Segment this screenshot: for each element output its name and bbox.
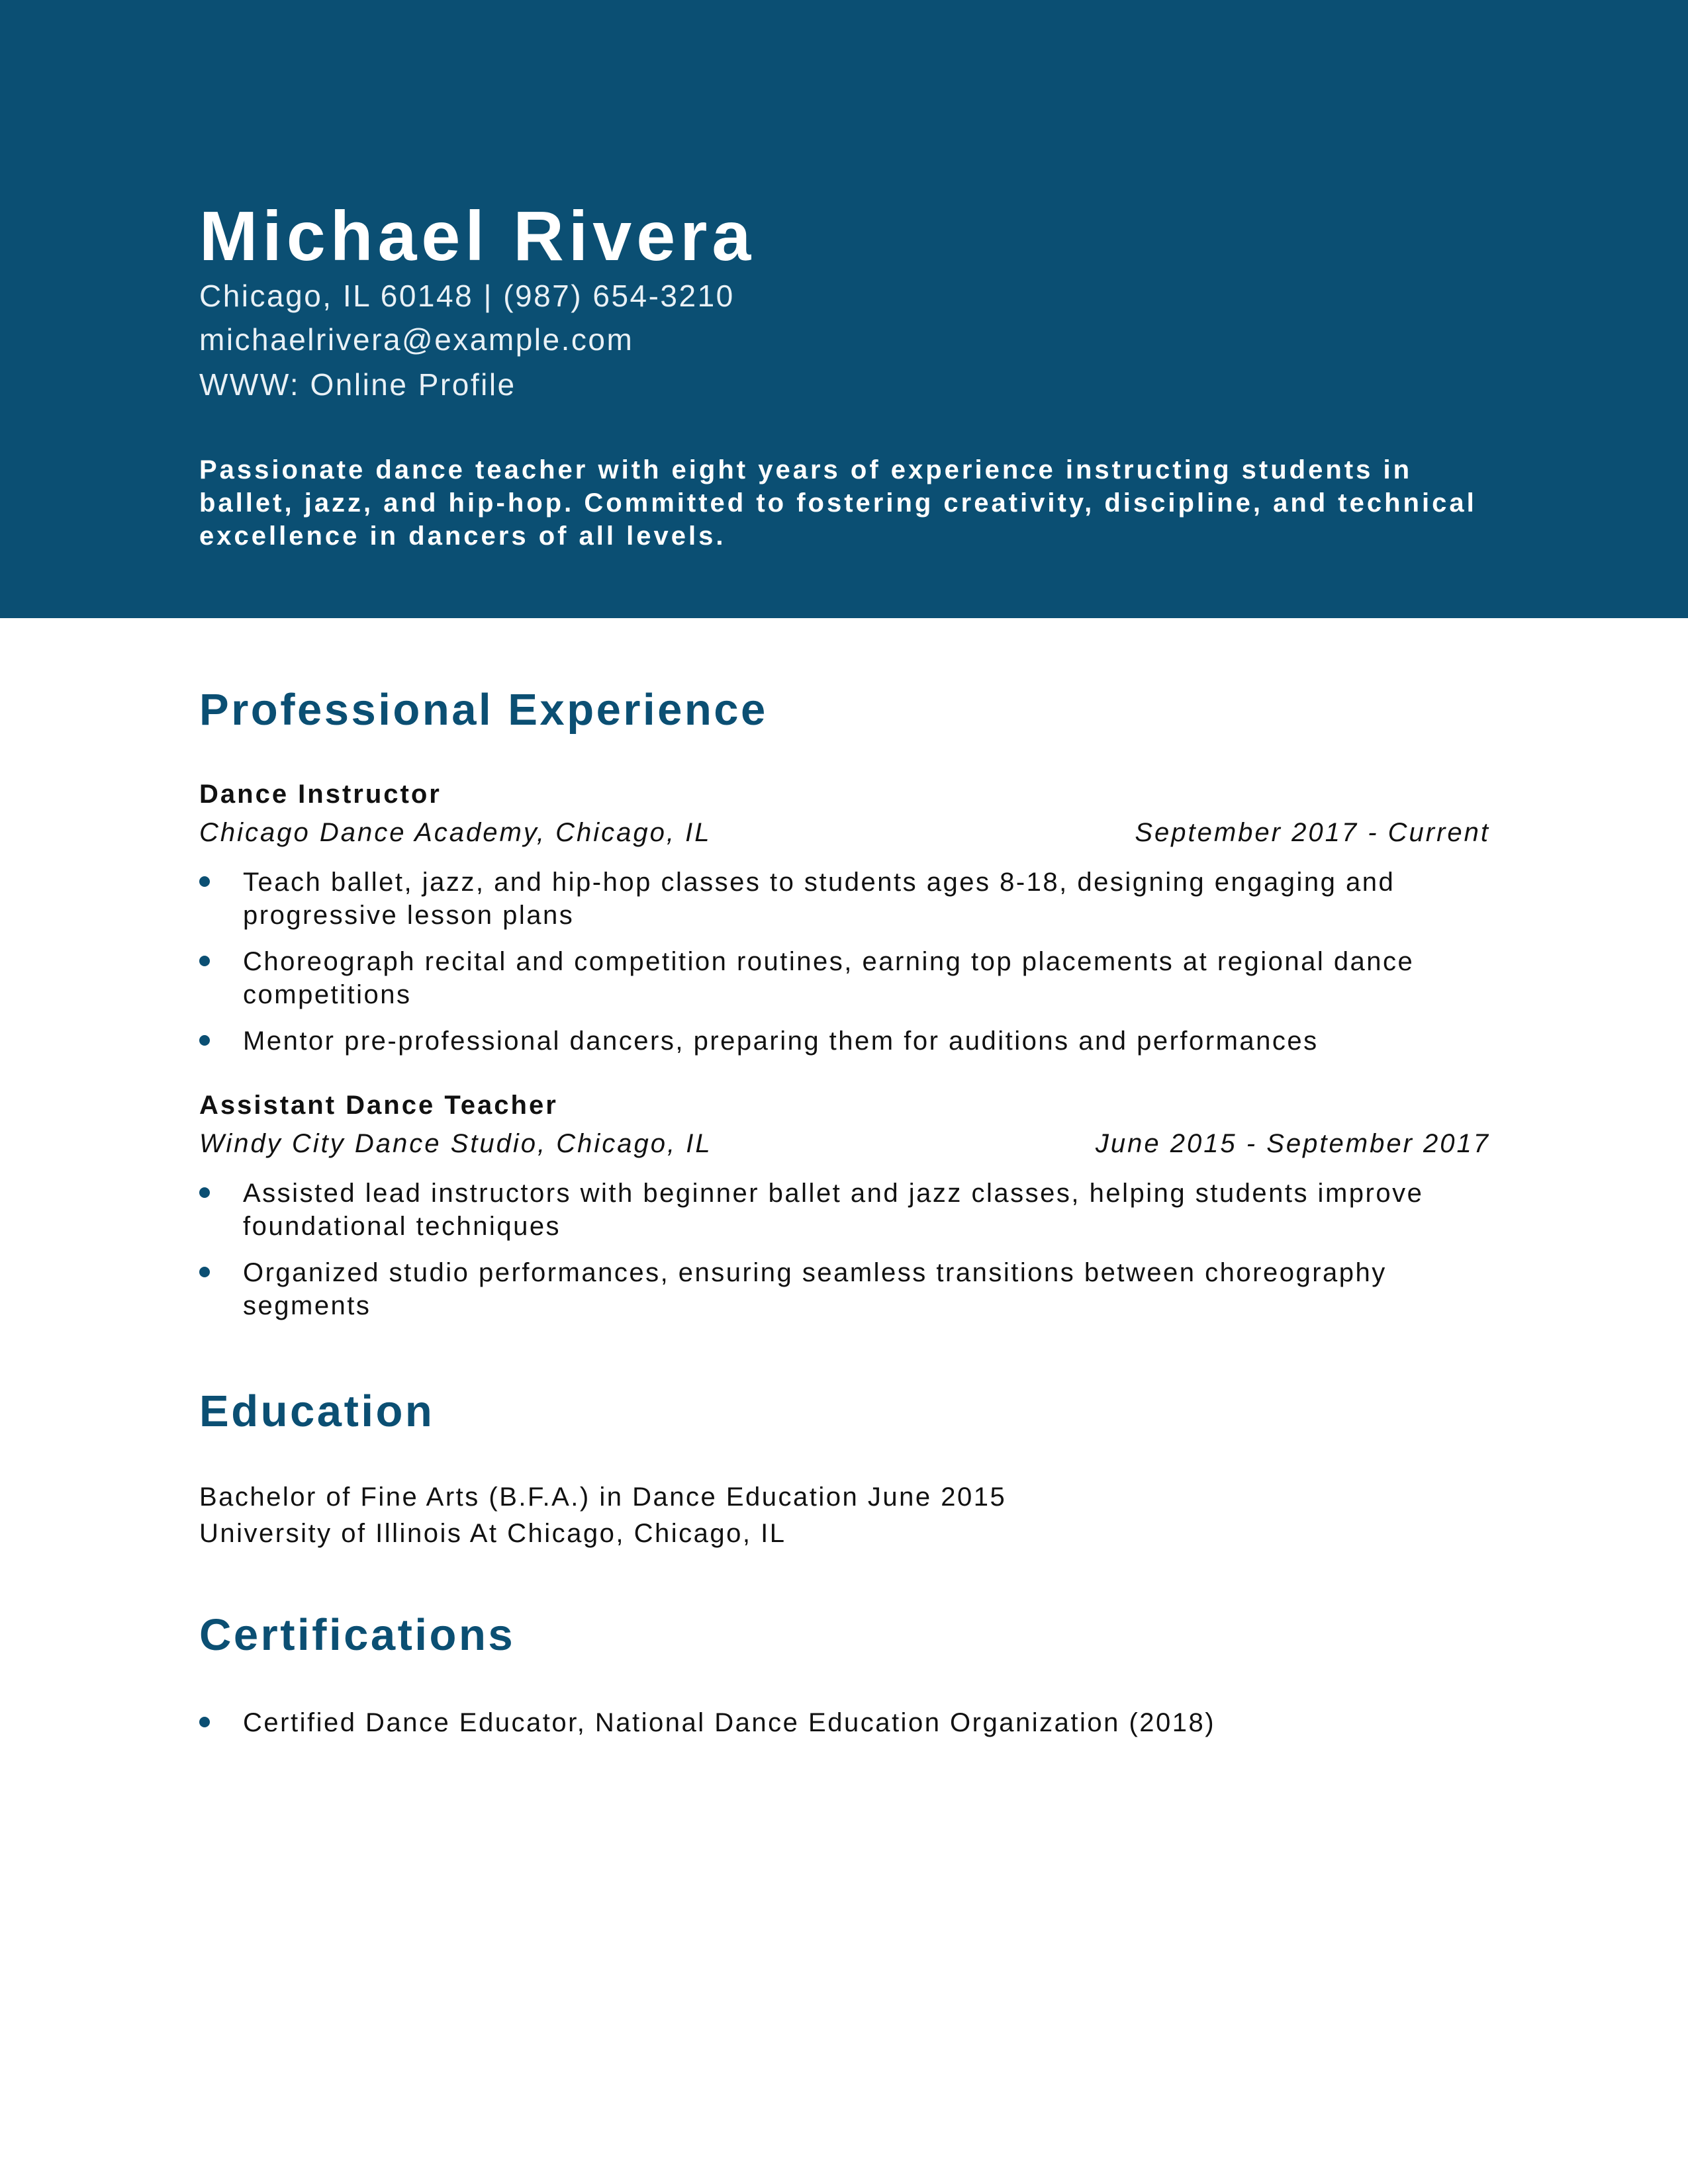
job-employer: Chicago Dance Academy, Chicago, IL <box>199 818 712 847</box>
job-dates: June 2015 - September 2017 <box>1095 1129 1490 1158</box>
candidate-name: Michael Rivera <box>199 197 756 275</box>
bullet-dot-icon <box>199 1035 210 1046</box>
job-bullets <box>199 1177 1497 1336</box>
job-bullets <box>199 866 1497 1071</box>
bullet-dot-icon <box>199 1187 210 1198</box>
bullet-dot-icon <box>199 1717 210 1727</box>
email-link[interactable]: michaelrivera@example.com <box>199 322 634 357</box>
list-item: Mentor pre-professional dancers, preparing them for auditions and performances <box>199 1024 1497 1058</box>
professional-summary: Passionate dance teacher with eight years of experience instructing students in ballet, jazz, and hip-hop. Committed to fostering creativity, discipline, and technical excellence in dancers of all levels. <box>199 455 1477 551</box>
list-item: Choreograph recital and competition routines, earning top placements at regional dance competitions <box>199 945 1497 1011</box>
certification-list <box>199 1706 1497 1752</box>
list-item: Certified Dance Educator, National Dance Education Organization (2018) <box>199 1706 1497 1739</box>
list-item: Organized studio performances, ensuring seamless transitions between choreography segments <box>199 1256 1497 1322</box>
school-line: University of Illinois At Chicago, Chicago, IL <box>199 1519 786 1548</box>
job-dates: September 2017 - Current <box>1135 818 1490 847</box>
job-meta <box>199 1127 1490 1160</box>
bullet-dot-icon <box>199 1267 210 1277</box>
list-item: Teach ballet, jazz, and hip-hop classes to students ages 8-18, designing engaging and progressive lesson plans <box>199 866 1497 932</box>
header-band <box>0 0 1688 618</box>
job-employer: Windy City Dance Studio, Chicago, IL <box>199 1129 712 1158</box>
experience-heading: Professional Experience <box>199 685 768 735</box>
education-heading: Education <box>199 1387 435 1436</box>
degree-line: Bachelor of Fine Arts (B.F.A.) in Dance Education June 2015 <box>199 1482 1007 1512</box>
certifications-heading: Certifications <box>199 1610 516 1660</box>
location-phone: Chicago, IL 60148 | (987) 654-3210 <box>199 279 735 313</box>
job-meta <box>199 816 1490 849</box>
job-title: Dance Instructor <box>199 780 442 809</box>
bullet-dot-icon <box>199 956 210 966</box>
list-item: Assisted lead instructors with beginner ballet and jazz classes, helping students improve foundational techniques <box>199 1177 1497 1243</box>
website-link[interactable]: WWW: Online Profile <box>199 367 516 402</box>
bullet-dot-icon <box>199 876 210 887</box>
job-title: Assistant Dance Teacher <box>199 1091 558 1120</box>
